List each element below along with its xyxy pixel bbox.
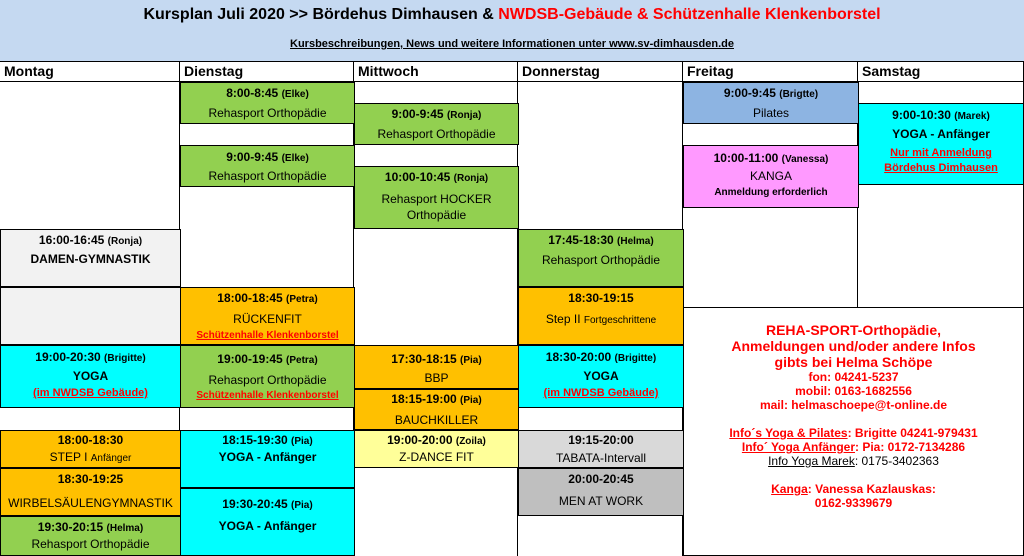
info-yoga-anfaenger: Info´ Yoga Anfänger: Pia: 0172-7134286	[741, 440, 966, 454]
course-rehasport-mittwoch: 9:00-9:45 (Ronja) Rehasport Orthopädie	[354, 103, 519, 145]
column-mittwoch	[354, 82, 518, 556]
course-step-2: 18:30-19:15 Step II Fortgeschrittene	[518, 287, 684, 345]
day-header-freitag: Freitag	[683, 62, 858, 82]
course-rehasport-montag: 19:30-20:15 (Helma) Rehasport Orthopädie	[0, 516, 181, 556]
website-link[interactable]: Kursbeschreibungen, News und weitere Informationen unter www.sv-dimhausden.de	[290, 38, 734, 50]
info-heading-3: gibts bei Helma Schöpe	[774, 354, 933, 370]
info-heading-1: REHA-SPORT-Orthopädie,	[765, 322, 941, 338]
course-rueckenfit: 18:00-18:45 (Petra) RÜCKENFIT Schützenhalle Klenkenborstel	[180, 287, 355, 345]
course-pilates: 9:00-9:45 (Brigtte) Pilates	[683, 82, 859, 124]
info-kanga-phone: 0162-9339679	[814, 496, 893, 510]
info-yoga-marek: Info Yoga Marek: 0175-3402363	[768, 454, 939, 468]
info-box	[683, 307, 1024, 556]
course-step-1: 18:00-18:30 STEP I Anfänger	[0, 430, 181, 468]
course-yoga-samstag: 9:00-10:30 (Marek) YOGA - Anfänger Nur mit Anmeldung Bördehus Dimhausen	[858, 103, 1024, 185]
day-header-montag: Montag	[0, 62, 180, 82]
course-rehasport-donnerstag: 17:45-18:30 (Helma) Rehasport Orthopädie	[518, 229, 684, 287]
course-tabata: 19:15-20:00 TABATA-Intervall	[518, 430, 684, 468]
title-locations: NWDSB-Gebäude & Schützenhalle Klenkenborstel	[498, 6, 881, 23]
info-kanga: Kanga: Vanessa Kazlauskas:	[771, 482, 936, 496]
course-bbp: 17:30-18:15 (Pia) BBP	[354, 345, 519, 389]
course-men-at-work: 20:00-20:45 MEN AT WORK	[518, 468, 684, 516]
course-kanga: 10:00-11:00 (Vanessa) KANGA Anmeldung erforderlich	[683, 145, 859, 208]
page-header	[0, 0, 1024, 62]
title-main: Kursplan Juli 2020 >> Bördehus Dimhausen &	[143, 6, 499, 23]
course-z-dance-fit: 19:00-20:00 (Zoila) Z-DANCE FIT	[354, 430, 519, 468]
page-title	[0, 6, 1024, 24]
course-rehasport-dienstag-9: 9:00-9:45 (Elke) Rehasport Orthopädie	[180, 145, 355, 187]
course-bauchkiller: 18:15-19:00 (Pia) BAUCHKILLER	[354, 389, 519, 430]
course-yoga-montag: 19:00-20:30 (Brigitte) YOGA (im NWDSB Gebäude)	[0, 345, 181, 408]
info-yoga-pilates: Info´s Yoga & Pilates: Brigitte 04241-979431	[729, 426, 978, 440]
info-phone: fon: 04241-5237	[808, 370, 899, 384]
course-rehasport-hocker: 10:00-10:45 (Ronja) Rehasport HOCKER Orthopädie	[354, 166, 519, 229]
empty-slot	[0, 287, 181, 345]
course-yoga-anfaenger-dienstag-1: 18:15-19:30 (Pia) YOGA - Anfänger	[180, 430, 355, 488]
day-header-samstag: Samstag	[858, 62, 1024, 82]
day-header-donnerstag: Donnerstag	[518, 62, 683, 82]
course-yoga-anfaenger-dienstag-2: 19:30-20:45 (Pia) YOGA - Anfänger	[180, 488, 355, 556]
info-mobile: mobil: 0163-1682556	[795, 384, 912, 398]
course-yoga-donnerstag: 18:30-20:00 (Brigitte) YOGA (im NWDSB Gebäude)	[518, 345, 684, 408]
course-wirbelsaeulengymnastik: 18:30-19:25 WIRBELSÄULENGYMNASTIK	[0, 468, 181, 516]
course-damen-gymnastik: 16:00-16:45 (Ronja) DAMEN-GYMNASTIK	[0, 229, 181, 287]
day-header-mittwoch: Mittwoch	[354, 62, 518, 82]
course-rehasport-dienstag-19: 19:00-19:45 (Petra) Rehasport Orthopädie Schützenhalle Klenkenborstel	[180, 345, 355, 408]
course-rehasport-dienstag-8: 8:00-8:45 (Elke) Rehasport Orthopädie	[180, 82, 355, 124]
info-heading-2: Anmeldungen und/oder andere Infos	[731, 338, 976, 354]
info-mail[interactable]: mail: helmaschoepe@t-online.de	[759, 398, 948, 412]
day-header-dienstag: Dienstag	[180, 62, 354, 82]
